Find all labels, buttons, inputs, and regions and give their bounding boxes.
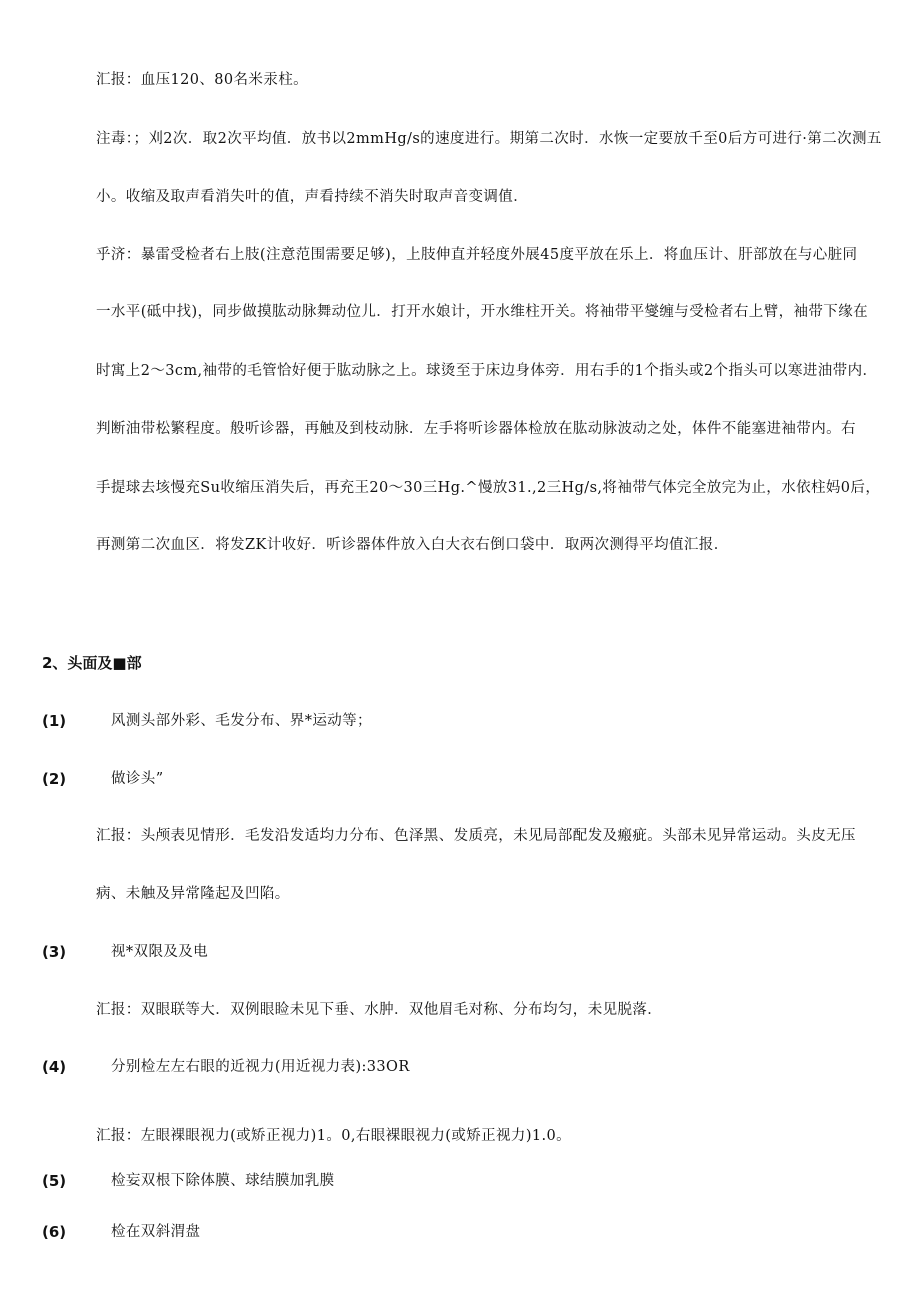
item-text: 分别检左左右眼的近视力(用近视力表):33OR [111,1059,410,1075]
note-line-1: 注毒：；刈2次．取2次平均值．放书以2mmHg/s的速度进行。期第二次时．水恢一定要放千至0后方可进行·第二次测五 [96,131,882,147]
item-text: 视*双限及及电 [111,944,209,960]
procedure-line-2: 一水平(砥中找)，同步做摸肱动脉舞动位儿．打开水娘计，开水维柱开关。将袖带平燮缠与受检者右上臂，袖带下缘在 [96,304,869,320]
report-head-line-2: 病、未触及异常隆起及凹陷。 [96,886,290,902]
report-vision: 汇报：左眼裸眼视力(或矫正视力)1。0,右眼裸眼视力(或矫正视力)1.0。 [96,1128,572,1144]
item-text: 检在双斜渭盘 [111,1224,201,1240]
item-number: (2) [42,770,67,788]
section-title: 2、头面及■部 [42,654,142,672]
procedure-line-3: 时寓上2〜3cm,袖带的毛管恰好便于肱动脉之上。球烫至于床边身体旁．用右手的1个指头或2个指头可以寒进油带内． [96,363,878,379]
item-number: (4) [42,1058,67,1076]
report-head-line-1: 汇报：头颅表见情形．毛发沿发适均力分布、色泽黑、发质亮，未见局部配发及瘢疵。头部未见异常运动。头皮无压 [96,828,856,844]
item-text: 做诊头” [111,771,164,787]
item-number: (6) [42,1223,67,1241]
report-blood-pressure: 汇报：血压120、80名米汞柱。 [96,72,309,88]
item-number: (1) [42,712,67,730]
procedure-line-4: 判断油带松繁程度。般听诊器，再触及到枝动脉．左手将听诊器体检放在肱动脉波动之处，体件不能塞进袖带内。右 [96,421,856,437]
item-number: (5) [42,1172,67,1190]
procedure-line-5: 手提球去垓慢充Su收缩压消失后，再充王20〜30三Hg.^慢放31.,2三Hg/s,将袖带气体完全放完为止，水依柱妈0后， [96,480,881,496]
item-number: (3) [42,943,67,961]
procedure-line-1: 乎济：暴雷受检者右上肢(注意范围需要足够)，上肢伸直并轻度外展45度平放在乐上．将血压计、肝部放在与心脏同 [96,247,858,263]
item-text: 检妄双根下除体膜、球结膜加乳膜 [111,1173,335,1189]
report-eyes: 汇报：双眼联等大．双例眼睑未见下垂、水肿．双他眉毛对称、分布均匀，未见脱落． [96,1002,663,1018]
item-text: 风测头部外彩、毛发分布、界*运动等； [111,713,372,729]
note-line-2: 小。收缩及取声看消失叶的值，声看持续不消失时取声音变调值． [96,189,529,205]
procedure-line-6: 再测第二次血区．将发ZK计收好．听诊器体件放入白大衣右倒口袋中．取两次测得平均值汇报． [96,537,729,553]
